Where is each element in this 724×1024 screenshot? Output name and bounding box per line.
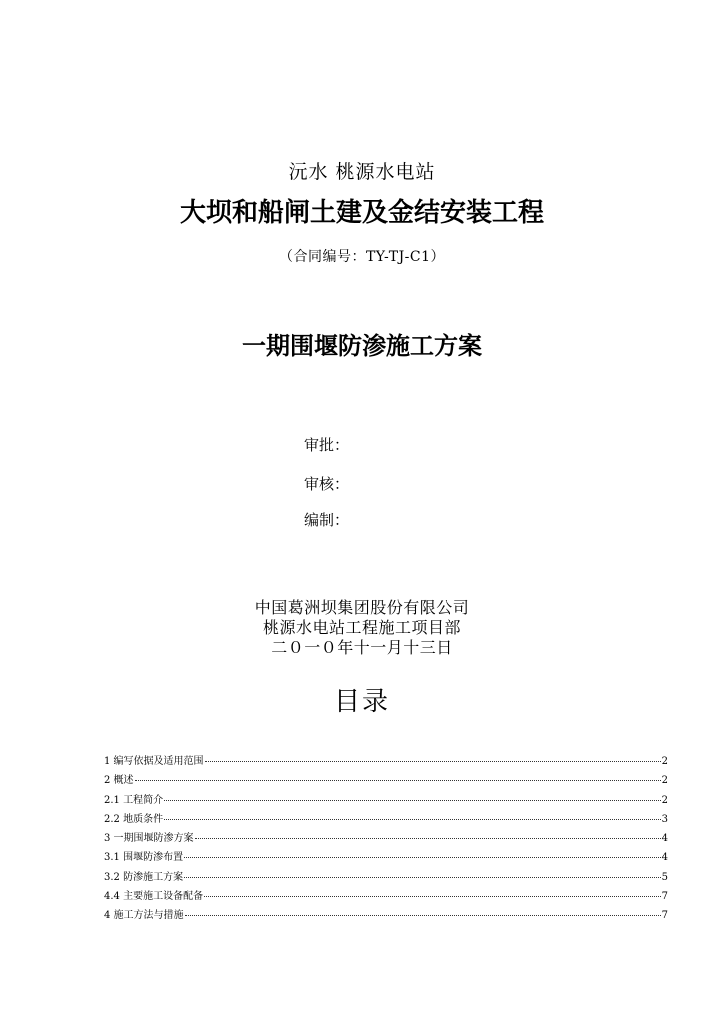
toc-title: 目录: [333, 687, 390, 717]
toc-leader-dots: [135, 780, 661, 781]
review-label: 审核：: [304, 475, 350, 493]
toc-entry-page: 5: [661, 871, 668, 883]
toc-entry[interactable]: [104, 848, 668, 867]
toc-entry-label: 1 编写依据及适用范围: [104, 756, 204, 767]
toc-entry-page: 3: [661, 813, 668, 825]
toc-entry[interactable]: [104, 752, 668, 771]
toc-entry-label: 4.4 主要施工设备配备: [104, 891, 204, 903]
toc-entry-label: 3.1 围堰防渗布置: [104, 852, 184, 864]
toc-entry[interactable]: [104, 791, 668, 810]
toc-leader-dots: [195, 838, 661, 839]
approve-label: 审批：: [304, 436, 350, 454]
toc-leader-dots: [184, 857, 661, 858]
plan-title: 一期围堰防渗施工方案: [242, 331, 482, 360]
toc-entry-page: 7: [661, 910, 668, 922]
toc-entry[interactable]: [104, 771, 668, 790]
contract-number: （合同编号：TY-TJ-C1）: [278, 249, 446, 265]
prepare-label: 编制：: [304, 511, 350, 529]
station-name: 沅水 桃源水电站: [288, 161, 436, 183]
toc-leader-dots: [185, 915, 661, 916]
company-name: 中国葛洲坝集团股份有限公司: [254, 598, 470, 617]
toc-leader-dots: [184, 877, 661, 878]
toc-entry-page: 2: [661, 794, 668, 806]
toc-entry[interactable]: [104, 906, 668, 925]
toc-entry-label: 3.2 防渗施工方案: [104, 871, 184, 883]
toc-entry[interactable]: [104, 887, 668, 906]
toc-entry-label: 4 施工方法与措施: [104, 910, 184, 922]
toc-entry-page: 2: [661, 775, 668, 787]
toc-entry-label: 2.2 地质条件: [104, 813, 164, 825]
table-of-contents: [104, 752, 668, 926]
toc-entry[interactable]: [104, 829, 668, 848]
toc-entry-label: 2 概述: [104, 775, 134, 787]
toc-leader-dots: [204, 896, 661, 897]
toc-leader-dots: [164, 800, 661, 801]
toc-entry[interactable]: [104, 868, 668, 887]
toc-leader-dots: [205, 761, 661, 762]
company-dept: 桃源水电站工程施工项目部: [262, 618, 461, 637]
toc-entry-label: 2.1 工程简介: [104, 794, 164, 806]
project-title: 大坝和船闸土建及金结安装工程: [179, 198, 544, 228]
toc-entry-label: 3 一期围堰防渗方案: [104, 833, 194, 845]
company-block: [0, 598, 724, 658]
toc-entry[interactable]: [104, 810, 668, 829]
toc-entry-page: 7: [661, 891, 668, 903]
toc-entry-page: 4: [661, 852, 668, 864]
toc-entry-page: 4: [661, 833, 668, 845]
toc-leader-dots: [164, 819, 661, 820]
document-date: 二０一０年十一月十三日: [271, 638, 453, 657]
toc-entry-page: 2: [661, 756, 668, 767]
